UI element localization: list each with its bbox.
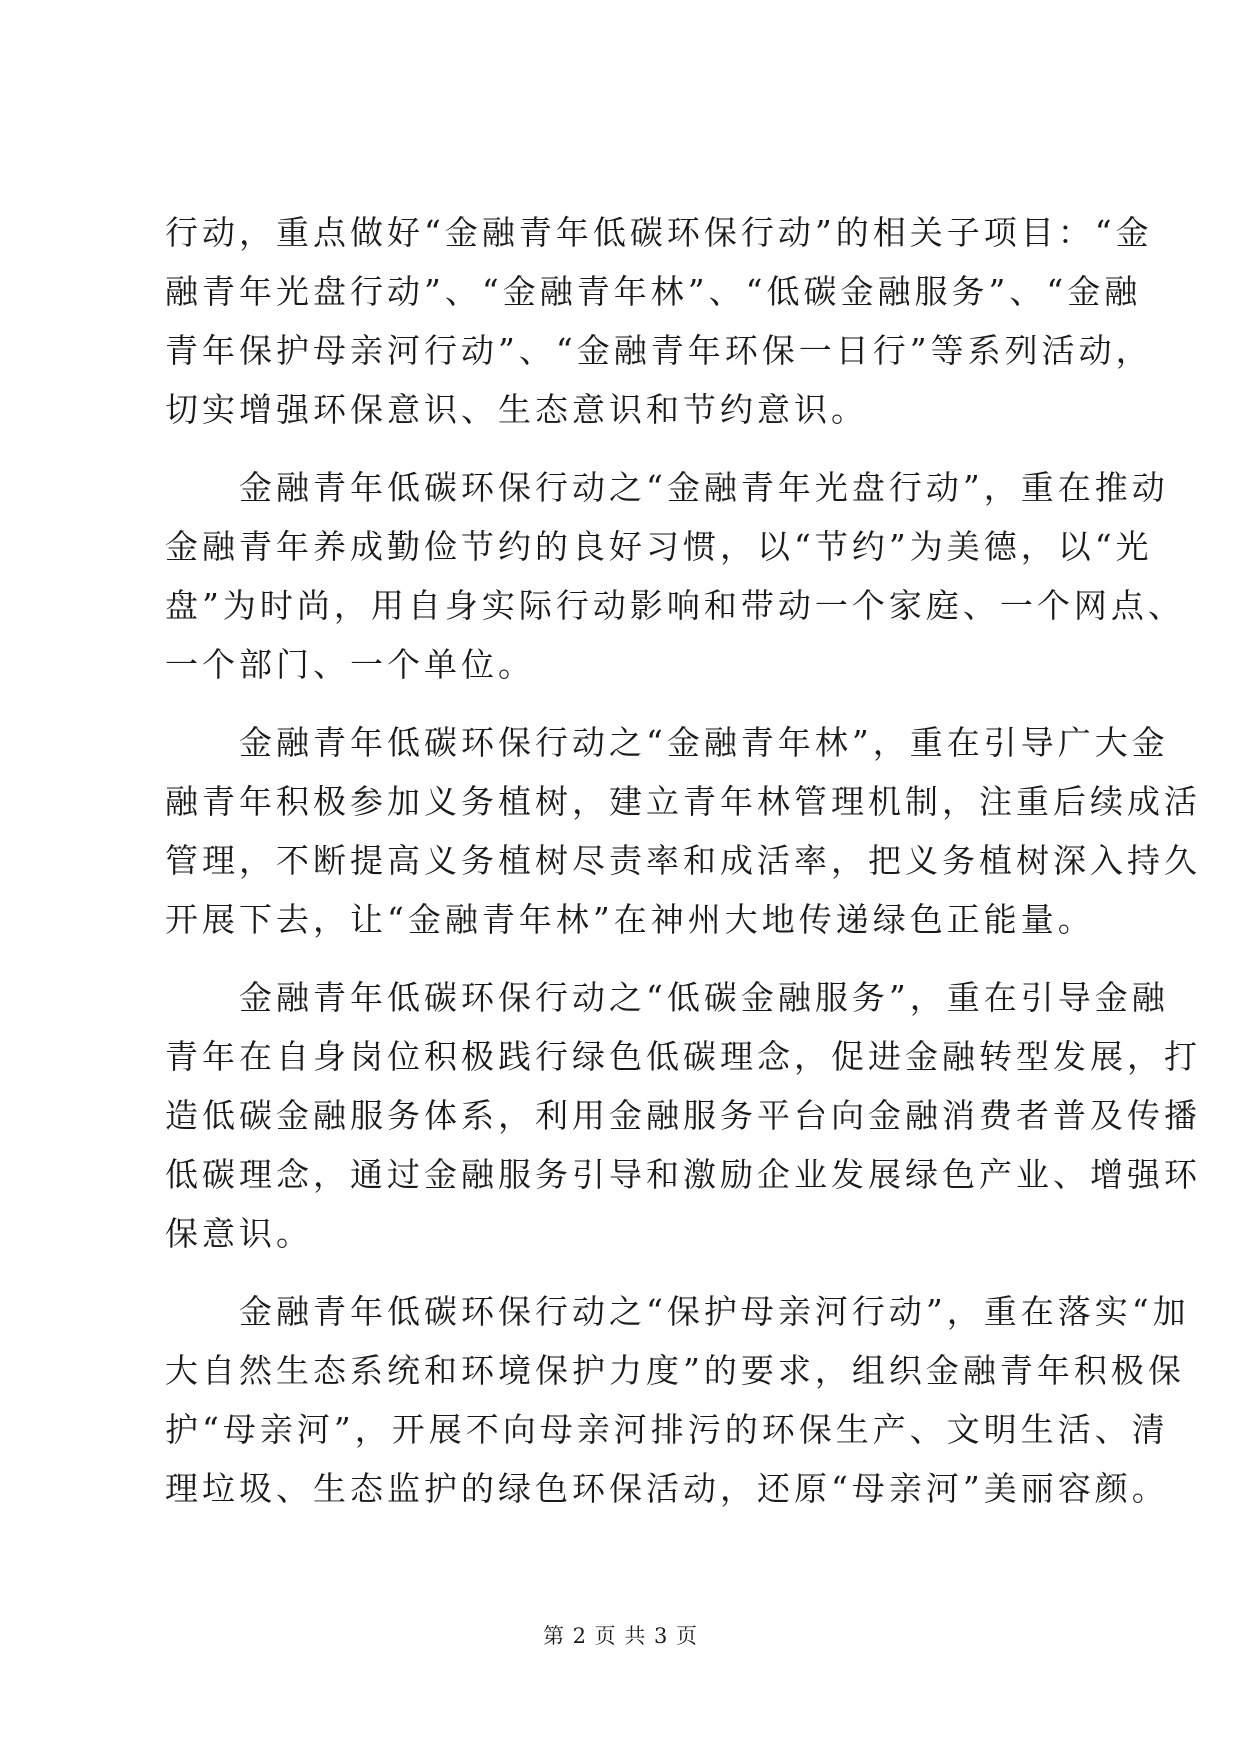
- text-line: 行动，重点做好“金融青年低碳环保行动”的相关子项目：“金: [165, 213, 1153, 252]
- paragraph-gap: [165, 694, 1077, 713]
- paragraph: [165, 713, 1201, 949]
- text-line: 理垃圾、生态监护的绿色环保活动，还原“母亲河”美丽容颜。: [165, 1469, 1169, 1508]
- text-line: 开展下去，让“金融青年林”在神州大地传递绿色正能量。: [165, 900, 1095, 939]
- paragraph: [165, 458, 1185, 694]
- text-line: 金融青年养成勤俭节约的良好习惯，以“节约”为美德，以“光: [165, 527, 1153, 566]
- text-line: 切实增强环保意识、生态意识和节约意识。: [165, 390, 868, 429]
- paragraph-gap: [165, 1263, 1077, 1282]
- paragraph-gap: [165, 949, 1077, 968]
- text-line: 大自然生态系统和环境保护力度”的要求，组织金融青年积极保: [165, 1351, 1185, 1390]
- paragraph: [165, 1282, 1190, 1518]
- text-line: 一个部门、一个单位。: [165, 645, 535, 684]
- text-line: 融青年光盘行动”、“金融青年林”、“低碳金融服务”、“金融: [165, 272, 1142, 311]
- text-line: 低碳理念，通过金融服务引导和激励企业发展绿色产业、增强环: [165, 1155, 1201, 1194]
- text-line: 盘”为时尚，用自身实际行动影响和带动一个家庭、一个网点、: [165, 586, 1185, 625]
- text-line: 金融青年低碳环保行动之“保护母亲河行动”，重在落实“加: [165, 1292, 1190, 1331]
- paragraph-gap: [165, 439, 1077, 458]
- text-line: 造低碳金融服务体系，利用金融服务平台向金融消费者普及传播: [165, 1096, 1201, 1135]
- text-line: 青年在自身岗位积极践行绿色低碳理念，促进金融转型发展，打: [165, 1037, 1201, 1076]
- text-line: 护“母亲河”，开展不向母亲河排污的环保生产、文明生活、清: [165, 1410, 1169, 1449]
- text-line: 融青年积极参加义务植树，建立青年林管理机制，注重后续成活: [165, 782, 1201, 821]
- text-line: 管理，不断提高义务植树尽责率和成活率，把义务植树深入持久: [165, 841, 1201, 880]
- text-line: 金融青年低碳环保行动之“金融青年林”，重在引导广大金: [165, 723, 1169, 762]
- text-line: 金融青年低碳环保行动之“低碳金融服务”，重在引导金融: [165, 978, 1169, 1017]
- text-line: 保意识。: [165, 1214, 313, 1253]
- page-footer: 第 2 页 共 3 页: [542, 1624, 699, 1648]
- paragraph: [165, 968, 1201, 1263]
- document-body: [165, 203, 1201, 1518]
- text-line: 金融青年低碳环保行动之“金融青年光盘行动”，重在推动: [165, 468, 1169, 507]
- text-line: 青年保护母亲河行动”、“金融青年环保一日行”等系列活动，: [165, 331, 1153, 370]
- paragraph: [165, 203, 1153, 439]
